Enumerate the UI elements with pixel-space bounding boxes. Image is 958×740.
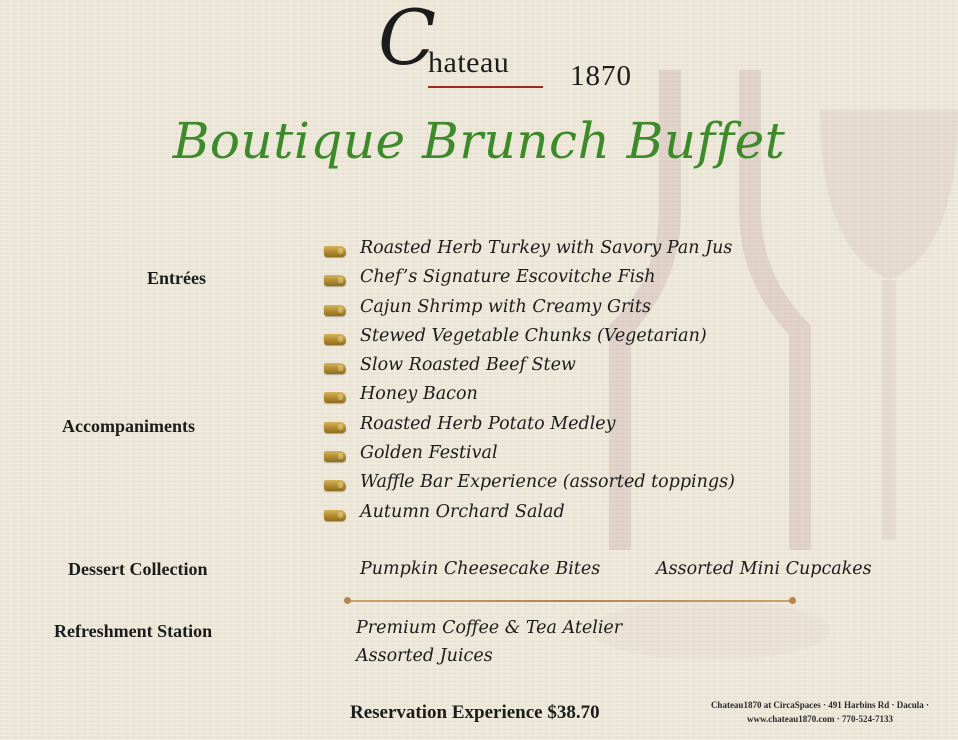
list-item [322,324,822,353]
footer-address: Chateau1870 at CircaSpaces · 491 Harbins Rd · Dacula · [710,700,930,710]
logo-year: 1870 [570,60,632,92]
footer-contact [700,698,940,726]
menu-item-text: Golden Festival [360,443,498,464]
divider-dot-right [789,597,796,604]
section-refreshment-label: Refreshment Station [54,621,213,641]
divider-dot-left [344,597,351,604]
menu-item-text: Cajun Shrimp with Creamy Grits [360,296,651,317]
section-divider [344,600,796,602]
list-item [322,441,822,470]
gold-bullet-icon [324,246,346,257]
footer-web-phone: www.chateau1870.com · 770-524-7133 [747,714,893,724]
list-item [322,470,822,499]
dessert-item: Assorted Mini Cupcakes [656,559,872,579]
gold-bullet-icon [324,334,346,345]
brand-logo [378,0,668,98]
logo-underline [428,86,543,88]
list-item [322,500,822,529]
page-title: Boutique Brunch Buffet [172,112,786,170]
list-item [322,295,822,324]
gold-bullet-icon [324,363,346,374]
menu-item-list [322,236,822,529]
list-item [322,353,822,382]
menu-item-text: Slow Roasted Beef Stew [360,355,576,376]
gold-bullet-icon [324,275,346,286]
price-line: Reservation Experience $38.70 [350,702,600,723]
dessert-item: Pumpkin Cheesecake Bites [360,559,601,579]
refreshment-item: Assorted Juices [356,646,493,666]
list-item [322,265,822,294]
menu-item-text: Roasted Herb Potato Medley [360,413,616,434]
gold-bullet-icon [324,422,346,433]
gold-bullet-icon [324,305,346,316]
list-item [322,382,822,411]
menu-item-text: Waffle Bar Experience (assorted toppings) [360,472,735,493]
refreshment-item: Premium Coffee & Tea Atelier [356,618,623,638]
list-item [322,412,822,441]
menu-item-text: Chef’s Signature Escovitche Fish [360,267,656,288]
list-item [322,236,822,265]
section-entrees-label: Entrées [147,268,206,288]
section-dessert-label: Dessert Collection [68,559,208,579]
gold-bullet-icon [324,451,346,462]
gold-bullet-icon [324,510,346,521]
menu-item-text: Roasted Herb Turkey with Savory Pan Jus [360,238,733,258]
logo-initial: C [378,0,437,82]
gold-bullet-icon [324,392,346,403]
logo-word: hateau [428,46,510,79]
menu-item-text: Honey Bacon [360,384,478,405]
section-accompaniments-label: Accompaniments [62,416,195,436]
menu-item-text: Stewed Vegetable Chunks (Vegetarian) [360,325,707,346]
menu-item-text: Autumn Orchard Salad [360,501,565,522]
gold-bullet-icon [324,480,346,491]
